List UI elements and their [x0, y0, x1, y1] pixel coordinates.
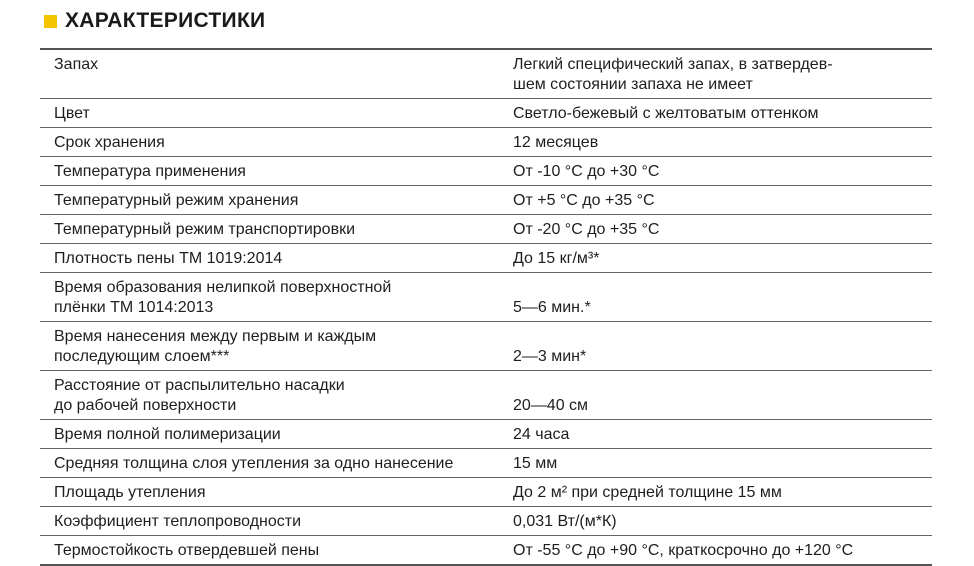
table-row	[40, 322, 932, 371]
table-row	[40, 507, 932, 536]
property-name: Запах	[54, 56, 99, 73]
property-name: Термостойкость отвердевшей пены	[54, 542, 320, 559]
property-name: Температурный режим транспортировки	[54, 221, 355, 238]
table-row	[40, 99, 932, 128]
property-value: 24 часа	[513, 426, 570, 443]
property-value: До 2 м² при средней толщине 15 мм	[513, 484, 782, 501]
property-value: От +5 °С до +35 °С	[513, 192, 655, 209]
table-row	[40, 536, 932, 566]
accent-square-icon	[44, 15, 57, 28]
table-row	[40, 128, 932, 157]
property-value: До 15 кг/м³*	[513, 250, 600, 267]
property-name: Цвет	[54, 105, 90, 122]
property-name: Коэффициент теплопроводности	[54, 513, 302, 530]
property-value: Светло-бежевый с желтоватым оттенком	[513, 105, 819, 122]
table-row	[40, 420, 932, 449]
table-row	[40, 273, 932, 322]
property-value: 5—6 мин.*	[513, 299, 591, 316]
property-value: От -55 °С до +90 °С, краткосрочно до +120 °С	[513, 542, 854, 559]
property-value: 15 мм	[513, 455, 558, 472]
property-value: 12 месяцев	[513, 134, 599, 151]
property-value: 0,031 Вт/(м*К)	[513, 513, 617, 530]
property-name: Время полной полимеризации	[54, 426, 281, 443]
property-name: Срок хранения	[54, 134, 165, 151]
property-name: Температура применения	[54, 163, 246, 180]
property-value: 20—40 см	[513, 397, 589, 414]
property-name: Площадь утепления	[54, 484, 206, 501]
table-row	[40, 244, 932, 273]
property-name: Температурный режим хранения	[54, 192, 299, 209]
table-row	[40, 371, 932, 420]
table-row	[40, 449, 932, 478]
section-title: ХАРАКТЕРИСТИКИ	[65, 9, 266, 32]
property-value: От -10 °С до +30 °С	[513, 163, 660, 180]
characteristics-table	[40, 48, 932, 566]
table-row	[40, 215, 932, 244]
section-heading	[44, 9, 265, 33]
property-value: 2—3 мин*	[513, 348, 587, 365]
table-row	[40, 478, 932, 507]
property-name: Расстояние от распылительно насадки до рабочей поверхности	[54, 377, 345, 414]
property-name: Плотность пены ТМ 1019:2014	[54, 250, 283, 267]
table-row	[40, 157, 932, 186]
property-value: Легкий специфический запах, в затвердев- шем состоянии запаха не имеет	[513, 56, 833, 93]
property-name: Время образования нелипкой поверхностной плёнки ТМ 1014:2013	[54, 279, 392, 316]
table-row	[40, 50, 932, 99]
property-value: От -20 °С до +35 °С	[513, 221, 660, 238]
property-name: Средняя толщина слоя утепления за одно нанесение	[54, 455, 454, 472]
table-row	[40, 186, 932, 215]
property-name: Время нанесения между первым и каждым последующим слоем***	[54, 328, 377, 365]
